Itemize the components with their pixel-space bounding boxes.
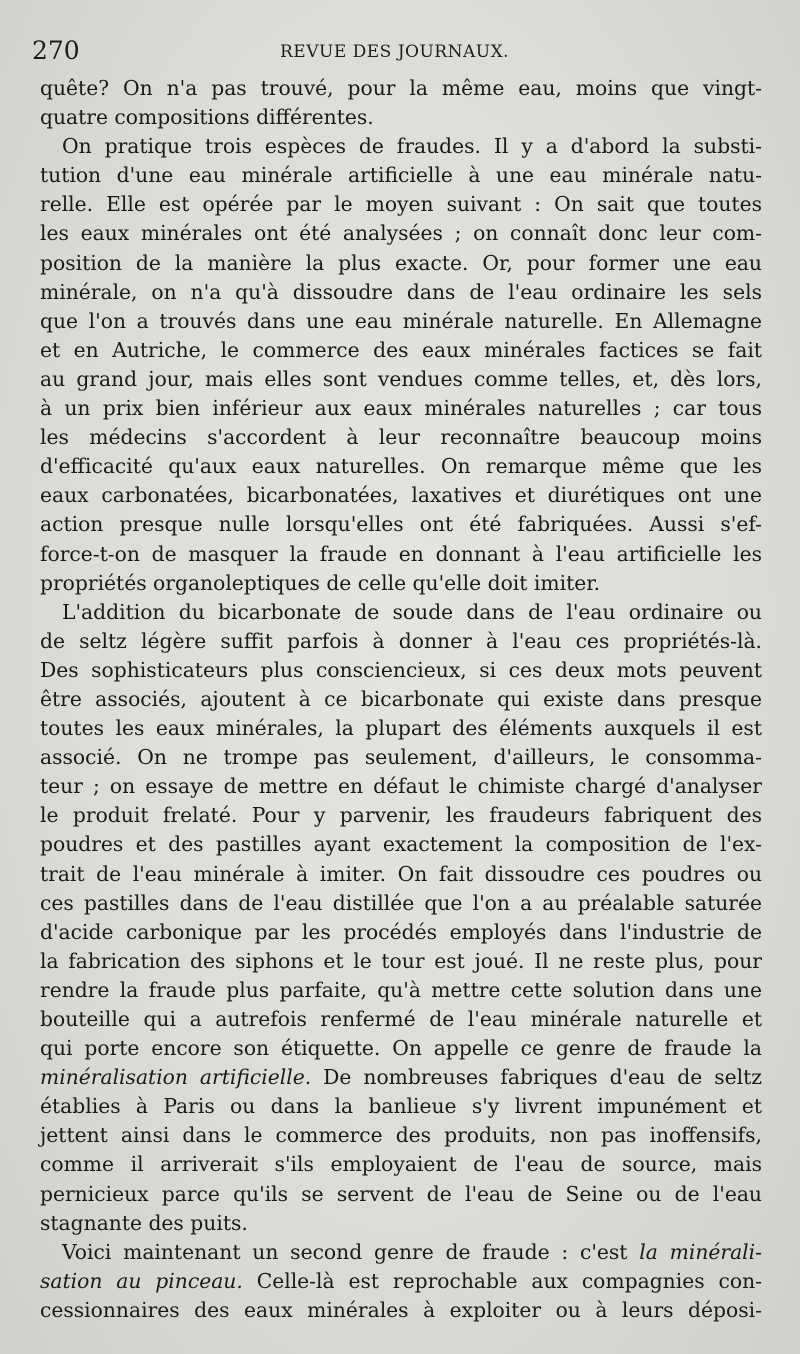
text-line	[40, 743, 762, 772]
line-text: le produit frelaté. Pour y parvenir, les fraudeurs fabriquent des	[40, 803, 762, 828]
text-line	[40, 249, 762, 278]
text-line	[40, 772, 762, 801]
text-line	[40, 278, 762, 307]
text-line	[40, 685, 762, 714]
page-number: 270	[32, 36, 80, 65]
line-text: que l'on a trouvés dans une eau minérale naturelle. En Allemagne	[40, 308, 762, 333]
text-line	[40, 918, 762, 947]
page-header	[32, 36, 768, 70]
line-text: trait de l'eau minérale à imiter. On fait dissoudre ces poudres ou	[40, 861, 762, 886]
line-text: teur ; on essaye de mettre en défaut le chimiste chargé d'analyser	[40, 774, 762, 799]
text-line	[40, 1005, 762, 1034]
text-line	[40, 1296, 762, 1325]
text-line	[40, 161, 762, 190]
line-text: toutes les eaux minérales, la plupart des éléments auxquels il est	[40, 716, 762, 741]
text-line	[40, 860, 762, 889]
text-line	[40, 801, 762, 830]
line-text: associé. On ne trompe pas seulement, d'ailleurs, le consomma-	[40, 745, 762, 770]
text-line	[40, 889, 762, 918]
text-line	[40, 627, 762, 656]
text-line	[40, 714, 762, 743]
line-text: de seltz légère suffit parfois à donner à l'eau ces propriétés-là.	[40, 628, 762, 653]
text-line	[40, 365, 762, 394]
line-text: qui porte encore son étiquette. On appelle ce genre de fraude la	[40, 1036, 762, 1061]
line-text: les eaux minérales ont été analysées ; on connaît donc leur com-	[40, 221, 762, 246]
line-text: tution d'une eau minérale artificielle à une eau minérale natu-	[40, 163, 762, 188]
text-line	[40, 307, 762, 336]
line-text: On pratique trois espèces de fraudes. Il y a d'abord la substi-	[62, 134, 762, 159]
line-text: L'addition du bicarbonate de soude dans de l'eau ordinaire ou	[62, 599, 762, 624]
line-text: d'acide carbonique par les procédés employés dans l'industrie de	[40, 919, 762, 944]
line-text: Celle-là est reprochable aux compagnies con-	[256, 1268, 762, 1293]
running-head: REVUE DES JOURNAUX.	[280, 42, 510, 62]
italic-text: la minérali-	[639, 1239, 762, 1264]
line-text: force-t-on de masquer la fraude en donnant à l'eau artificielle les	[40, 541, 762, 566]
line-text: rendre la fraude plus parfaite, qu'à mettre cette solution dans une	[40, 977, 762, 1002]
text-line	[40, 452, 762, 481]
line-text: action presque nulle lorsqu'elles ont été fabriquées. Aussi s'ef-	[40, 512, 762, 537]
text-line	[40, 1267, 762, 1296]
text-line	[40, 1092, 762, 1121]
text-line	[40, 830, 762, 859]
line-text: et en Autriche, le commerce des eaux minérales factices se fait	[40, 337, 762, 362]
line-text: Des sophisticateurs plus consciencieux, si ces deux mots peuvent	[40, 657, 762, 682]
text-line	[40, 569, 762, 598]
text-line	[40, 336, 762, 365]
text-line	[40, 1209, 762, 1238]
line-text: les médecins s'accordent à leur reconnaître beaucoup moins	[40, 425, 762, 450]
text-line	[40, 656, 762, 685]
text-line	[40, 1121, 762, 1150]
line-text: bouteille qui a autrefois renfermé de l'eau minérale naturelle et	[40, 1007, 762, 1031]
line-text: d'efficacité qu'aux eaux naturelles. On remarque même que les	[40, 454, 762, 479]
text-line	[40, 423, 762, 452]
line-text: poudres et des pastilles ayant exactement la composition de l'ex-	[40, 832, 762, 857]
text-line	[40, 481, 762, 510]
text-line	[40, 1238, 762, 1267]
line-text: ces pastilles dans de l'eau distillée que l'on a au préalable saturée	[40, 890, 762, 915]
line-text: De nombreuses fabriques d'eau de seltz	[323, 1065, 762, 1090]
line-text: quête? On n'a pas trouvé, pour la même eau, moins que vingt-	[40, 76, 762, 100]
text-line	[40, 947, 762, 976]
line-text: cessionnaires des eaux minérales à exploiter ou à leurs déposi-	[40, 1297, 762, 1322]
line-text: eaux carbonatées, bicarbonatées, laxatives et diurétiques ont une	[40, 483, 762, 508]
text-line	[40, 74, 762, 103]
line-text: au grand jour, mais elles sont vendues comme telles, et, dès lors,	[40, 366, 762, 391]
line-text: comme il arriverait s'ils employaient de l'eau de source, mais	[40, 1152, 762, 1177]
line-text: être associés, ajoutent à ce bicarbonate qui existe dans presque	[40, 686, 762, 711]
line-text: propriétés organoleptiques de celle qu'elle doit imiter.	[40, 570, 601, 595]
line-text: Voici maintenant un second genre de fraude : c'est	[62, 1239, 628, 1264]
text-line	[40, 510, 762, 539]
line-text: minérale, on n'a qu'à dissoudre dans de l'eau ordinaire les sels	[40, 279, 762, 304]
italic-text: sation au pinceau.	[40, 1268, 243, 1293]
text-line	[40, 132, 762, 161]
line-text: à un prix bien inférieur aux eaux minérales naturelles ; car tous	[40, 396, 762, 421]
body-text	[40, 74, 762, 1325]
text-line	[40, 103, 762, 132]
text-line	[40, 1034, 762, 1063]
line-text: établies à Paris ou dans la banlieue s'y livrent impunément et	[40, 1094, 762, 1119]
line-text: pernicieux parce qu'ils se servent de l'eau de Seine ou de l'eau	[40, 1181, 762, 1206]
text-line	[40, 1180, 762, 1209]
line-text: jettent ainsi dans le commerce des produits, non pas inoffensifs,	[40, 1123, 762, 1148]
text-line	[40, 1150, 762, 1179]
line-text: la fabrication des siphons et le tour est joué. Il ne reste plus, pour	[40, 948, 762, 973]
line-text: relle. Elle est opérée par le moyen suivant : On sait que toutes	[40, 192, 762, 217]
text-line	[40, 598, 762, 627]
text-line	[40, 190, 762, 219]
text-line	[40, 219, 762, 248]
line-text: quatre compositions différentes.	[40, 105, 374, 130]
text-line	[40, 394, 762, 423]
line-text: stagnante des puits.	[40, 1210, 248, 1235]
text-line	[40, 976, 762, 1005]
italic-text: minéralisation artificielle.	[40, 1065, 312, 1090]
text-line	[40, 540, 762, 569]
text-line	[40, 1063, 762, 1092]
line-text: position de la manière la plus exacte. Or, pour former une eau	[40, 250, 762, 275]
